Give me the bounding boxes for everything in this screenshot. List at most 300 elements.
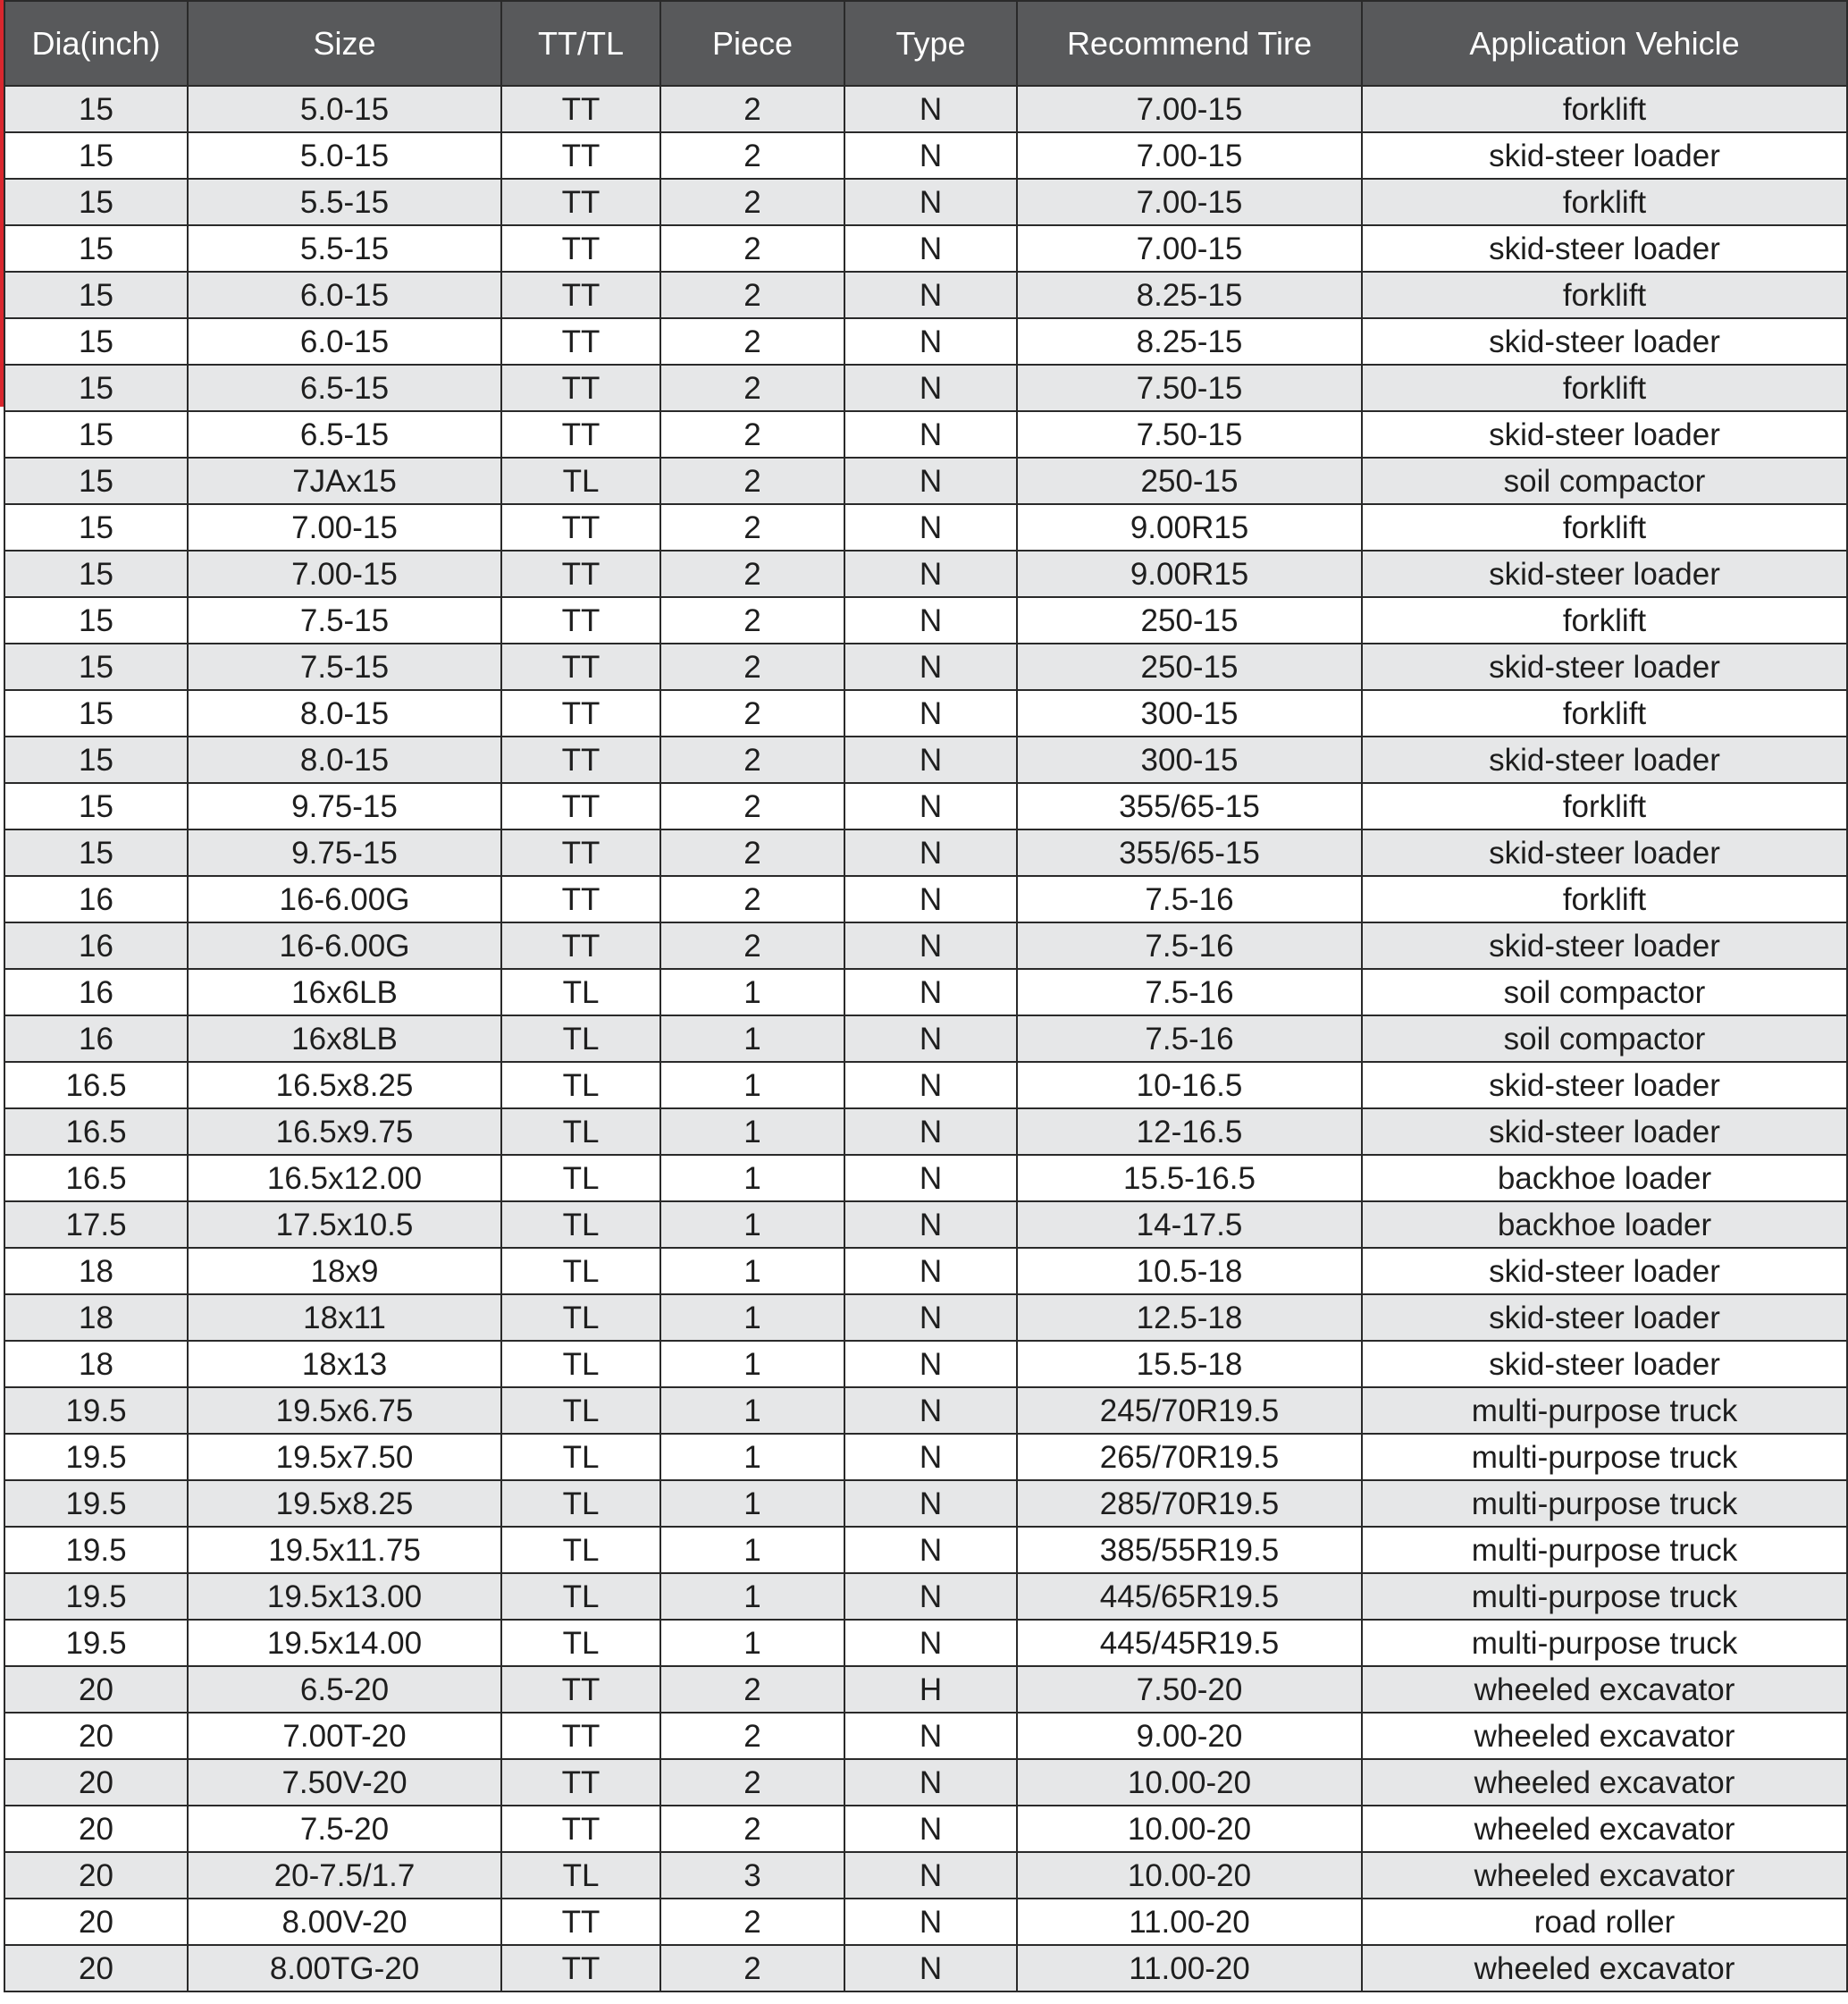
cell-dia: 15 xyxy=(4,458,188,504)
cell-dia: 15 xyxy=(4,86,188,132)
cell-recommend-tire: 7.5-16 xyxy=(1017,1015,1362,1062)
cell-type: N xyxy=(844,458,1017,504)
cell-piece: 2 xyxy=(660,1806,844,1852)
table-row xyxy=(4,1155,1847,1201)
cell-dia: 15 xyxy=(4,272,188,318)
cell-recommend-tire: 265/70R19.5 xyxy=(1017,1434,1362,1480)
cell-application-vehicle: wheeled excavator xyxy=(1362,1713,1847,1759)
cell-dia: 18 xyxy=(4,1294,188,1341)
table-row xyxy=(4,690,1847,737)
table-row xyxy=(4,1852,1847,1899)
cell-piece: 2 xyxy=(660,458,844,504)
cell-size: 6.5-15 xyxy=(188,365,501,411)
cell-application-vehicle: skid-steer loader xyxy=(1362,1062,1847,1108)
cell-type: N xyxy=(844,1294,1017,1341)
cell-size: 7.5-15 xyxy=(188,597,501,644)
cell-tt-tl: TT xyxy=(501,1759,660,1806)
cell-size: 16-6.00G xyxy=(188,922,501,969)
cell-type: N xyxy=(844,411,1017,458)
cell-recommend-tire: 300-15 xyxy=(1017,690,1362,737)
cell-type: N xyxy=(844,690,1017,737)
cell-piece: 2 xyxy=(660,737,844,783)
table-row xyxy=(4,1527,1847,1573)
cell-type: N xyxy=(844,1248,1017,1294)
cell-size: 9.75-15 xyxy=(188,829,501,876)
cell-tt-tl: TL xyxy=(501,1573,660,1620)
cell-dia: 15 xyxy=(4,132,188,179)
cell-size: 5.5-15 xyxy=(188,225,501,272)
cell-dia: 15 xyxy=(4,551,188,597)
cell-type: N xyxy=(844,829,1017,876)
cell-piece: 1 xyxy=(660,1015,844,1062)
cell-type: H xyxy=(844,1666,1017,1713)
header-type: Type xyxy=(844,1,1017,86)
cell-application-vehicle: skid-steer loader xyxy=(1362,737,1847,783)
table-row xyxy=(4,1201,1847,1248)
cell-size: 16x6LB xyxy=(188,969,501,1015)
cell-recommend-tire: 10.00-20 xyxy=(1017,1806,1362,1852)
cell-application-vehicle: forklift xyxy=(1362,86,1847,132)
cell-piece: 2 xyxy=(660,272,844,318)
cell-recommend-tire: 385/55R19.5 xyxy=(1017,1527,1362,1573)
cell-piece: 2 xyxy=(660,1899,844,1945)
cell-piece: 1 xyxy=(660,1573,844,1620)
cell-piece: 2 xyxy=(660,86,844,132)
table-row xyxy=(4,458,1847,504)
cell-dia: 20 xyxy=(4,1899,188,1945)
cell-application-vehicle: skid-steer loader xyxy=(1362,225,1847,272)
cell-type: N xyxy=(844,1620,1017,1666)
cell-dia: 19.5 xyxy=(4,1573,188,1620)
cell-application-vehicle: multi-purpose truck xyxy=(1362,1434,1847,1480)
cell-application-vehicle: road roller xyxy=(1362,1899,1847,1945)
cell-application-vehicle: wheeled excavator xyxy=(1362,1945,1847,1991)
table-row xyxy=(4,179,1847,225)
cell-application-vehicle: skid-steer loader xyxy=(1362,411,1847,458)
cell-size: 16x8LB xyxy=(188,1015,501,1062)
cell-piece: 1 xyxy=(660,1480,844,1527)
cell-recommend-tire: 9.00R15 xyxy=(1017,504,1362,551)
cell-type: N xyxy=(844,1527,1017,1573)
table-row xyxy=(4,1248,1847,1294)
cell-type: N xyxy=(844,1387,1017,1434)
cell-size: 9.75-15 xyxy=(188,783,501,829)
cell-dia: 20 xyxy=(4,1713,188,1759)
cell-dia: 15 xyxy=(4,644,188,690)
cell-dia: 16 xyxy=(4,922,188,969)
cell-recommend-tire: 9.00R15 xyxy=(1017,551,1362,597)
cell-piece: 1 xyxy=(660,1201,844,1248)
cell-recommend-tire: 300-15 xyxy=(1017,737,1362,783)
cell-dia: 20 xyxy=(4,1945,188,1991)
cell-size: 19.5x14.00 xyxy=(188,1620,501,1666)
cell-piece: 2 xyxy=(660,1713,844,1759)
cell-type: N xyxy=(844,318,1017,365)
table-row xyxy=(4,1806,1847,1852)
header-recommend-tire: Recommend Tire xyxy=(1017,1,1362,86)
cell-tt-tl: TT xyxy=(501,504,660,551)
table-row xyxy=(4,829,1847,876)
cell-piece: 3 xyxy=(660,1852,844,1899)
cell-piece: 2 xyxy=(660,829,844,876)
cell-piece: 2 xyxy=(660,411,844,458)
cell-tt-tl: TT xyxy=(501,1899,660,1945)
cell-type: N xyxy=(844,783,1017,829)
cell-application-vehicle: forklift xyxy=(1362,876,1847,922)
cell-dia: 19.5 xyxy=(4,1480,188,1527)
cell-tt-tl: TT xyxy=(501,737,660,783)
table-row xyxy=(4,783,1847,829)
cell-piece: 1 xyxy=(660,1062,844,1108)
cell-recommend-tire: 11.00-20 xyxy=(1017,1945,1362,1991)
cell-tt-tl: TL xyxy=(501,1294,660,1341)
cell-piece: 2 xyxy=(660,690,844,737)
cell-dia: 19.5 xyxy=(4,1434,188,1480)
cell-tt-tl: TT xyxy=(501,1666,660,1713)
cell-application-vehicle: multi-purpose truck xyxy=(1362,1480,1847,1527)
cell-type: N xyxy=(844,876,1017,922)
table-row xyxy=(4,1062,1847,1108)
cell-application-vehicle: forklift xyxy=(1362,365,1847,411)
cell-type: N xyxy=(844,1899,1017,1945)
cell-piece: 2 xyxy=(660,132,844,179)
table-row xyxy=(4,1573,1847,1620)
cell-application-vehicle: multi-purpose truck xyxy=(1362,1527,1847,1573)
cell-tt-tl: TT xyxy=(501,1806,660,1852)
cell-tt-tl: TL xyxy=(501,1062,660,1108)
cell-piece: 2 xyxy=(660,1759,844,1806)
cell-recommend-tire: 7.50-15 xyxy=(1017,365,1362,411)
cell-recommend-tire: 7.50-15 xyxy=(1017,411,1362,458)
cell-tt-tl: TL xyxy=(501,1341,660,1387)
cell-application-vehicle: forklift xyxy=(1362,597,1847,644)
cell-type: N xyxy=(844,179,1017,225)
cell-tt-tl: TL xyxy=(501,1155,660,1201)
cell-tt-tl: TL xyxy=(501,1620,660,1666)
cell-size: 18x13 xyxy=(188,1341,501,1387)
cell-piece: 1 xyxy=(660,1527,844,1573)
cell-tt-tl: TL xyxy=(501,1434,660,1480)
cell-recommend-tire: 12.5-18 xyxy=(1017,1294,1362,1341)
cell-application-vehicle: wheeled excavator xyxy=(1362,1806,1847,1852)
cell-dia: 15 xyxy=(4,829,188,876)
cell-tt-tl: TT xyxy=(501,922,660,969)
cell-size: 16.5x12.00 xyxy=(188,1155,501,1201)
header-piece: Piece xyxy=(660,1,844,86)
table-row xyxy=(4,1341,1847,1387)
cell-tt-tl: TT xyxy=(501,272,660,318)
cell-type: N xyxy=(844,1155,1017,1201)
cell-dia: 15 xyxy=(4,225,188,272)
cell-recommend-tire: 10.5-18 xyxy=(1017,1248,1362,1294)
cell-size: 7.5-20 xyxy=(188,1806,501,1852)
table-row xyxy=(4,1480,1847,1527)
cell-application-vehicle: multi-purpose truck xyxy=(1362,1387,1847,1434)
cell-recommend-tire: 7.50-20 xyxy=(1017,1666,1362,1713)
table-row xyxy=(4,1434,1847,1480)
cell-tt-tl: TT xyxy=(501,1713,660,1759)
cell-tt-tl: TL xyxy=(501,1201,660,1248)
cell-application-vehicle: wheeled excavator xyxy=(1362,1759,1847,1806)
cell-type: N xyxy=(844,1015,1017,1062)
table-row xyxy=(4,737,1847,783)
cell-dia: 17.5 xyxy=(4,1201,188,1248)
table-row xyxy=(4,86,1847,132)
cell-piece: 1 xyxy=(660,1294,844,1341)
cell-piece: 2 xyxy=(660,365,844,411)
cell-size: 17.5x10.5 xyxy=(188,1201,501,1248)
cell-recommend-tire: 10.00-20 xyxy=(1017,1852,1362,1899)
cell-dia: 16 xyxy=(4,969,188,1015)
cell-dia: 15 xyxy=(4,318,188,365)
cell-tt-tl: TL xyxy=(501,969,660,1015)
cell-tt-tl: TT xyxy=(501,551,660,597)
cell-dia: 18 xyxy=(4,1248,188,1294)
cell-application-vehicle: wheeled excavator xyxy=(1362,1666,1847,1713)
table-header-row xyxy=(4,1,1847,86)
table-row xyxy=(4,922,1847,969)
cell-type: N xyxy=(844,272,1017,318)
cell-application-vehicle: soil compactor xyxy=(1362,1015,1847,1062)
cell-size: 6.0-15 xyxy=(188,318,501,365)
cell-size: 20-7.5/1.7 xyxy=(188,1852,501,1899)
cell-type: N xyxy=(844,504,1017,551)
table-row xyxy=(4,504,1847,551)
cell-piece: 2 xyxy=(660,318,844,365)
cell-piece: 1 xyxy=(660,1108,844,1155)
cell-size: 7.00T-20 xyxy=(188,1713,501,1759)
cell-application-vehicle: skid-steer loader xyxy=(1362,1108,1847,1155)
rim-spec-table xyxy=(4,0,1848,1992)
cell-size: 8.0-15 xyxy=(188,690,501,737)
cell-type: N xyxy=(844,1806,1017,1852)
cell-dia: 15 xyxy=(4,179,188,225)
cell-application-vehicle: skid-steer loader xyxy=(1362,1248,1847,1294)
cell-type: N xyxy=(844,1341,1017,1387)
header-size: Size xyxy=(188,1,501,86)
cell-piece: 2 xyxy=(660,504,844,551)
cell-piece: 1 xyxy=(660,969,844,1015)
cell-recommend-tire: 285/70R19.5 xyxy=(1017,1480,1362,1527)
cell-type: N xyxy=(844,1713,1017,1759)
cell-dia: 15 xyxy=(4,597,188,644)
table-row xyxy=(4,1713,1847,1759)
cell-piece: 1 xyxy=(660,1155,844,1201)
table-row xyxy=(4,1899,1847,1945)
cell-size: 7.00-15 xyxy=(188,551,501,597)
cell-piece: 2 xyxy=(660,597,844,644)
cell-tt-tl: TL xyxy=(501,1852,660,1899)
cell-recommend-tire: 7.00-15 xyxy=(1017,225,1362,272)
cell-type: N xyxy=(844,225,1017,272)
cell-dia: 19.5 xyxy=(4,1527,188,1573)
cell-recommend-tire: 15.5-18 xyxy=(1017,1341,1362,1387)
table-row xyxy=(4,1387,1847,1434)
cell-dia: 15 xyxy=(4,365,188,411)
cell-recommend-tire: 11.00-20 xyxy=(1017,1899,1362,1945)
cell-tt-tl: TT xyxy=(501,690,660,737)
cell-application-vehicle: skid-steer loader xyxy=(1362,644,1847,690)
cell-application-vehicle: skid-steer loader xyxy=(1362,132,1847,179)
cell-application-vehicle: multi-purpose truck xyxy=(1362,1573,1847,1620)
table-row xyxy=(4,551,1847,597)
cell-application-vehicle: multi-purpose truck xyxy=(1362,1620,1847,1666)
cell-tt-tl: TT xyxy=(501,86,660,132)
cell-size: 7.50V-20 xyxy=(188,1759,501,1806)
cell-type: N xyxy=(844,132,1017,179)
cell-recommend-tire: 250-15 xyxy=(1017,597,1362,644)
table-row xyxy=(4,225,1847,272)
cell-type: N xyxy=(844,922,1017,969)
table-row xyxy=(4,1108,1847,1155)
cell-application-vehicle: forklift xyxy=(1362,690,1847,737)
cell-type: N xyxy=(844,644,1017,690)
table-body xyxy=(4,86,1847,1991)
header-tt-tl: TT/TL xyxy=(501,1,660,86)
cell-size: 6.5-20 xyxy=(188,1666,501,1713)
header-application-vehicle: Application Vehicle xyxy=(1362,1,1847,86)
cell-piece: 2 xyxy=(660,1945,844,1991)
cell-tt-tl: TL xyxy=(501,1108,660,1155)
cell-tt-tl: TT xyxy=(501,365,660,411)
cell-tt-tl: TT xyxy=(501,411,660,458)
table-row xyxy=(4,1945,1847,1991)
cell-type: N xyxy=(844,1480,1017,1527)
cell-size: 7.5-15 xyxy=(188,644,501,690)
table-row xyxy=(4,318,1847,365)
cell-type: N xyxy=(844,1852,1017,1899)
cell-recommend-tire: 7.5-16 xyxy=(1017,876,1362,922)
cell-dia: 16 xyxy=(4,876,188,922)
cell-recommend-tire: 445/45R19.5 xyxy=(1017,1620,1362,1666)
cell-application-vehicle: skid-steer loader xyxy=(1362,1341,1847,1387)
cell-type: N xyxy=(844,1062,1017,1108)
table-row xyxy=(4,411,1847,458)
cell-size: 6.5-15 xyxy=(188,411,501,458)
cell-dia: 19.5 xyxy=(4,1387,188,1434)
header-dia-inch: Dia(inch) xyxy=(4,1,188,86)
cell-recommend-tire: 7.5-16 xyxy=(1017,969,1362,1015)
table-row xyxy=(4,272,1847,318)
cell-application-vehicle: soil compactor xyxy=(1362,458,1847,504)
cell-piece: 2 xyxy=(660,783,844,829)
cell-recommend-tire: 10-16.5 xyxy=(1017,1062,1362,1108)
cell-size: 19.5x13.00 xyxy=(188,1573,501,1620)
cell-dia: 20 xyxy=(4,1666,188,1713)
cell-tt-tl: TL xyxy=(501,1527,660,1573)
cell-piece: 2 xyxy=(660,644,844,690)
cell-recommend-tire: 9.00-20 xyxy=(1017,1713,1362,1759)
cell-tt-tl: TT xyxy=(501,318,660,365)
cell-type: N xyxy=(844,1573,1017,1620)
cell-application-vehicle: forklift xyxy=(1362,783,1847,829)
cell-tt-tl: TL xyxy=(501,1387,660,1434)
cell-tt-tl: TT xyxy=(501,829,660,876)
cell-type: N xyxy=(844,597,1017,644)
cell-type: N xyxy=(844,1945,1017,1991)
cell-type: N xyxy=(844,1434,1017,1480)
cell-application-vehicle: wheeled excavator xyxy=(1362,1852,1847,1899)
cell-application-vehicle: forklift xyxy=(1362,179,1847,225)
cell-type: N xyxy=(844,969,1017,1015)
cell-size: 7.00-15 xyxy=(188,504,501,551)
cell-piece: 1 xyxy=(660,1387,844,1434)
cell-size: 5.0-15 xyxy=(188,86,501,132)
cell-recommend-tire: 7.00-15 xyxy=(1017,179,1362,225)
cell-size: 18x11 xyxy=(188,1294,501,1341)
cell-application-vehicle: forklift xyxy=(1362,504,1847,551)
cell-size: 18x9 xyxy=(188,1248,501,1294)
cell-tt-tl: TT xyxy=(501,225,660,272)
cell-dia: 19.5 xyxy=(4,1620,188,1666)
cell-tt-tl: TL xyxy=(501,1480,660,1527)
cell-type: N xyxy=(844,1108,1017,1155)
cell-recommend-tire: 8.25-15 xyxy=(1017,272,1362,318)
cell-recommend-tire: 355/65-15 xyxy=(1017,783,1362,829)
table-row xyxy=(4,1666,1847,1713)
cell-tt-tl: TT xyxy=(501,876,660,922)
table-row xyxy=(4,1759,1847,1806)
cell-piece: 1 xyxy=(660,1434,844,1480)
cell-piece: 1 xyxy=(660,1620,844,1666)
cell-size: 16.5x8.25 xyxy=(188,1062,501,1108)
cell-size: 8.00TG-20 xyxy=(188,1945,501,1991)
cell-application-vehicle: skid-steer loader xyxy=(1362,1294,1847,1341)
cell-type: N xyxy=(844,86,1017,132)
cell-application-vehicle: skid-steer loader xyxy=(1362,551,1847,597)
cell-size: 6.0-15 xyxy=(188,272,501,318)
cell-piece: 2 xyxy=(660,876,844,922)
cell-recommend-tire: 7.00-15 xyxy=(1017,86,1362,132)
table-row xyxy=(4,1015,1847,1062)
cell-type: N xyxy=(844,365,1017,411)
cell-tt-tl: TL xyxy=(501,1015,660,1062)
cell-size: 19.5x6.75 xyxy=(188,1387,501,1434)
table-row xyxy=(4,644,1847,690)
cell-piece: 2 xyxy=(660,225,844,272)
cell-tt-tl: TT xyxy=(501,644,660,690)
table-row xyxy=(4,969,1847,1015)
table-row xyxy=(4,132,1847,179)
cell-type: N xyxy=(844,1201,1017,1248)
cell-piece: 2 xyxy=(660,922,844,969)
cell-type: N xyxy=(844,737,1017,783)
cell-size: 8.0-15 xyxy=(188,737,501,783)
cell-dia: 16.5 xyxy=(4,1062,188,1108)
cell-tt-tl: TT xyxy=(501,783,660,829)
cell-piece: 1 xyxy=(660,1248,844,1294)
cell-size: 19.5x8.25 xyxy=(188,1480,501,1527)
cell-piece: 2 xyxy=(660,551,844,597)
cell-size: 19.5x11.75 xyxy=(188,1527,501,1573)
cell-dia: 16.5 xyxy=(4,1108,188,1155)
cell-application-vehicle: forklift xyxy=(1362,272,1847,318)
table-row xyxy=(4,1620,1847,1666)
cell-type: N xyxy=(844,551,1017,597)
cell-size: 16.5x9.75 xyxy=(188,1108,501,1155)
cell-recommend-tire: 15.5-16.5 xyxy=(1017,1155,1362,1201)
cell-recommend-tire: 245/70R19.5 xyxy=(1017,1387,1362,1434)
cell-application-vehicle: backhoe loader xyxy=(1362,1201,1847,1248)
table-row xyxy=(4,876,1847,922)
table-row xyxy=(4,1294,1847,1341)
cell-dia: 20 xyxy=(4,1759,188,1806)
cell-tt-tl: TT xyxy=(501,1945,660,1991)
table-row xyxy=(4,597,1847,644)
cell-size: 16-6.00G xyxy=(188,876,501,922)
cell-size: 5.5-15 xyxy=(188,179,501,225)
cell-tt-tl: TL xyxy=(501,1248,660,1294)
